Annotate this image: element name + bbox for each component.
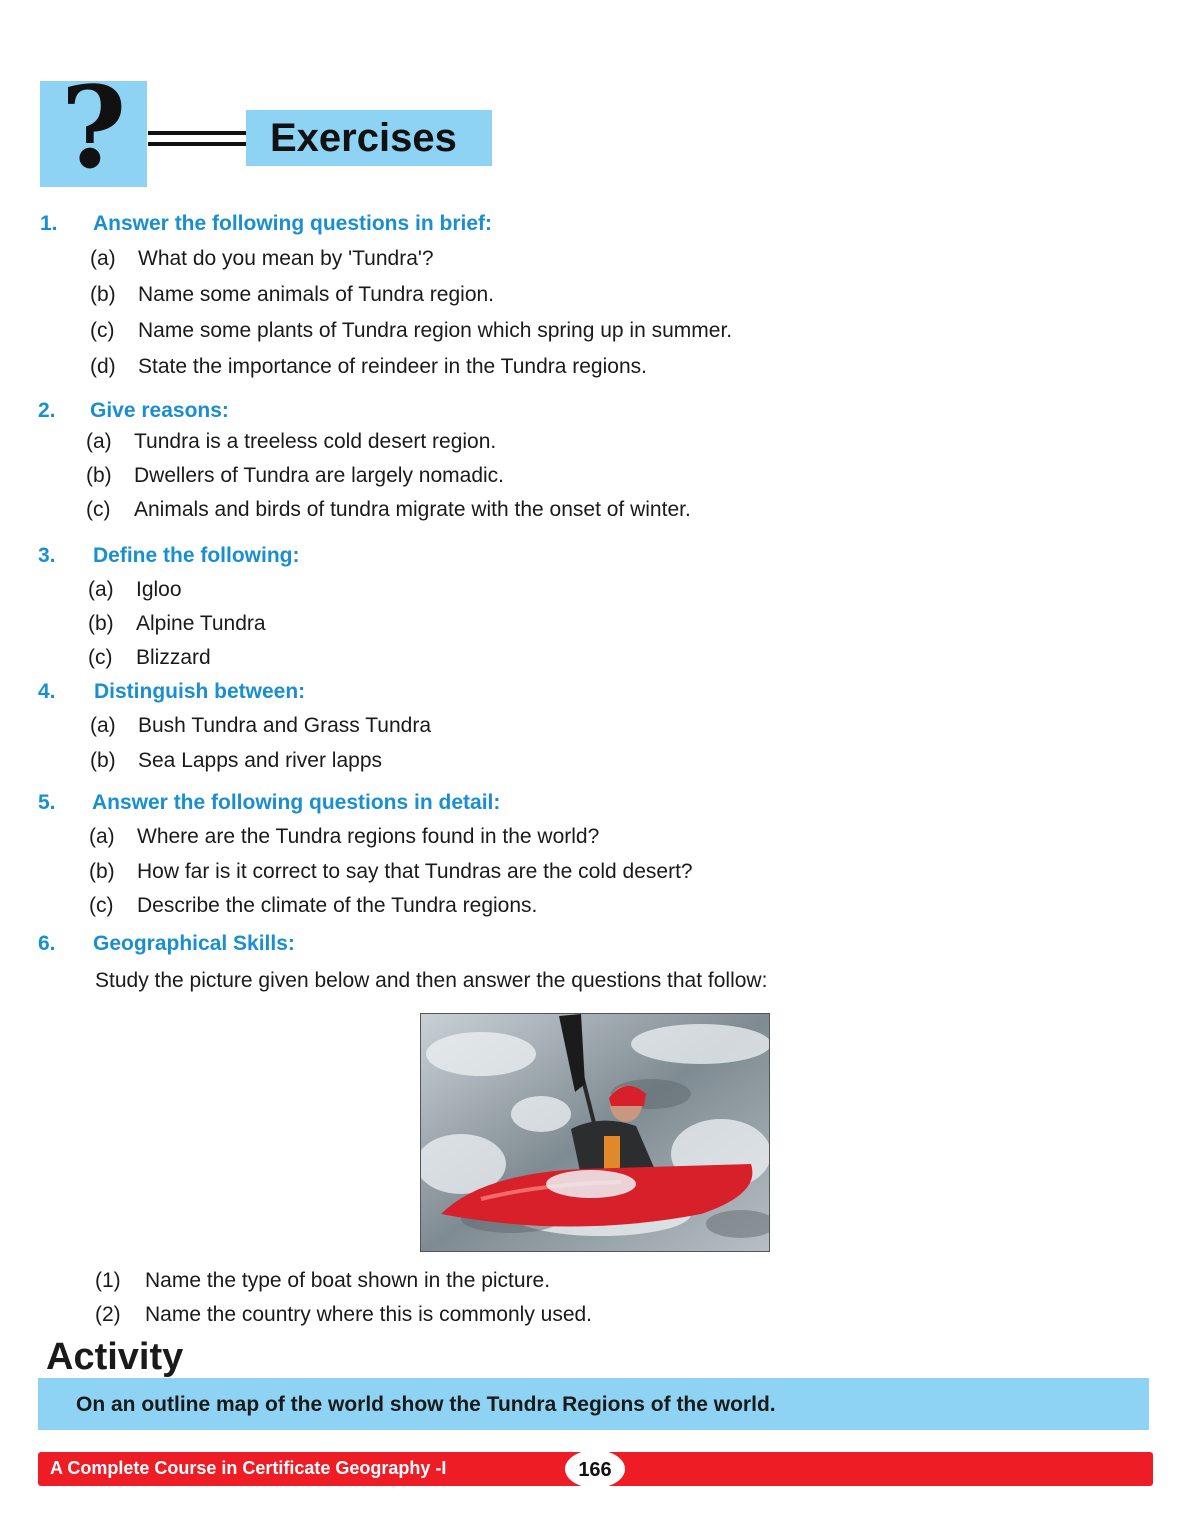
splash (546, 1170, 636, 1198)
question-item (90, 283, 494, 307)
section-heading: Define the following: (93, 544, 300, 567)
item-label: (a) (90, 247, 116, 270)
item-text: State the importance of reindeer in the Tundra regions. (138, 355, 647, 378)
question-item (90, 319, 732, 343)
item-label: (b) (88, 612, 114, 635)
question-item (89, 894, 537, 918)
item-text: Sea Lapps and river lapps (138, 749, 382, 772)
section-heading: Distinguish between: (94, 680, 306, 703)
item-text: Alpine Tundra (136, 612, 266, 635)
activity-title: Activity (46, 1336, 184, 1378)
question-item (86, 464, 504, 488)
item-text: Where are the Tundra regions found in the world? (137, 825, 600, 848)
section-heading: Geographical Skills: (93, 932, 295, 955)
item-label: (2) (95, 1303, 121, 1326)
item-label: (1) (95, 1269, 121, 1292)
item-label: (c) (88, 646, 113, 669)
question-item (86, 498, 691, 522)
page-number-badge (565, 1450, 625, 1488)
page-title-box (246, 110, 492, 166)
question-item (90, 714, 431, 738)
question-mark-icon: ? (60, 63, 127, 194)
question-item (90, 247, 434, 271)
item-label: (b) (86, 464, 112, 487)
item-text: Name some plants of Tundra region which spring up in summer. (138, 319, 733, 342)
question-item (88, 646, 211, 670)
item-text: Animals and birds of tundra migrate with the onset of winter. (134, 498, 691, 521)
activity-box (38, 1378, 1149, 1430)
section-number: 1. (40, 212, 58, 235)
item-label: (a) (88, 578, 114, 601)
item-text: Igloo (136, 578, 182, 601)
kayak-illustration (421, 1014, 770, 1252)
item-label: (b) (90, 749, 116, 772)
item-text: What do you mean by 'Tundra'? (138, 247, 434, 270)
question-item (88, 612, 266, 636)
item-label: (b) (90, 283, 116, 306)
item-text: Bush Tundra and Grass Tundra (138, 714, 432, 737)
item-label: (a) (90, 714, 116, 737)
section-intro: Study the picture given below and then answer the questions that follow: (95, 969, 768, 992)
item-text: Name the type of boat shown in the picture. (145, 1269, 551, 1292)
item-label: (c) (89, 894, 114, 917)
page-title: Exercises (270, 116, 457, 160)
item-text: Name some animals of Tundra region. (138, 283, 495, 306)
section-number: 3. (38, 544, 56, 567)
item-label: (b) (89, 860, 115, 883)
section-heading: Answer the following questions in brief: (93, 212, 493, 235)
question-item (95, 1303, 592, 1327)
question-item (89, 860, 693, 884)
question-item (88, 578, 182, 602)
header-rule (148, 131, 246, 135)
item-text: Describe the climate of the Tundra regions. (137, 894, 538, 917)
section-number: 2. (38, 399, 56, 422)
question-item (86, 430, 496, 454)
question-item (90, 355, 647, 379)
item-text: Blizzard (136, 646, 211, 669)
item-text: How far is it correct to say that Tundras are the cold desert? (137, 860, 693, 883)
item-text: Name the country where this is commonly used. (145, 1303, 593, 1326)
question-item (89, 825, 599, 849)
footer-book-title: A Complete Course in Certificate Geography -I (50, 1458, 447, 1478)
section-heading: Give reasons: (90, 399, 229, 422)
item-text: Dwellers of Tundra are largely nomadic. (134, 464, 505, 487)
item-text: Tundra is a treeless cold desert region. (134, 430, 497, 453)
section-heading: Answer the following questions in detail: (92, 791, 501, 814)
item-label: (a) (86, 430, 112, 453)
item-label: (a) (89, 825, 115, 848)
question-item (90, 749, 382, 773)
section-number: 4. (38, 680, 56, 703)
section-number: 5. (38, 791, 56, 814)
item-label: (d) (90, 355, 116, 378)
item-label: (c) (86, 498, 111, 521)
question-mark-icon-box (40, 63, 147, 194)
item-label: (c) (90, 319, 115, 342)
section-number: 6. (38, 932, 56, 955)
question-item (95, 1269, 550, 1293)
header-rule (148, 142, 246, 146)
kayak-photo (420, 1013, 770, 1252)
page-number: 166 (578, 1459, 612, 1481)
activity-text: On an outline map of the world show the Tundra Regions of the world. (76, 1393, 776, 1416)
